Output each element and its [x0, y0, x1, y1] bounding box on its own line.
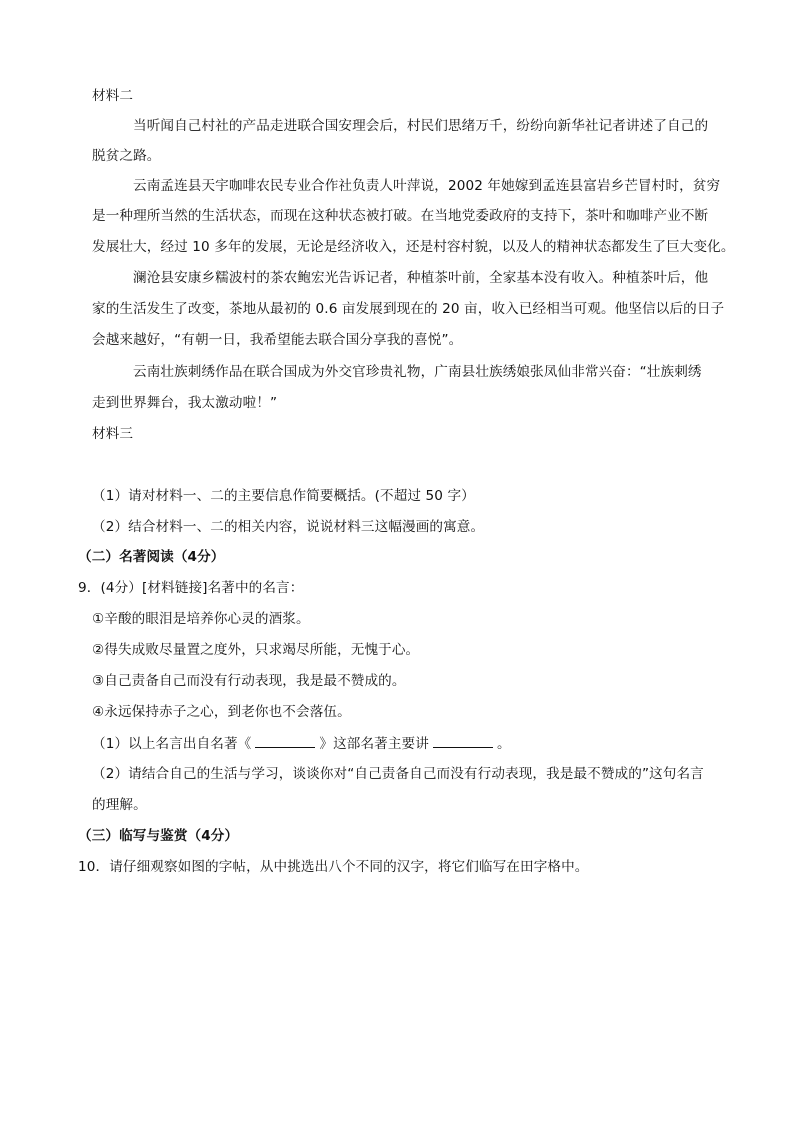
material2-p2-line1: 云南孟连县天宇咖啡农民专业合作社负责人叶萍说，2002 年她嫁到孟连县富岩乡芒冒村时，贫穷 [133, 178, 721, 194]
q9-quote-3: ③自己责备自己而没有行动表现，我是最不赞成的。 [92, 673, 406, 689]
section-title-classics: （二）名著阅读（4分） [78, 549, 225, 565]
q9-subquestion-2-line1: （2）请结合自己的生活与学习，谈谈你对“自己责备自己而没有行动表现，我是最不赞成的”这句名言 [92, 766, 704, 782]
q9-subquestion-1 [92, 733, 511, 754]
q8-subquestion-1: （1）请对材料一、二的主要信息作简要概括。(不超过 50 字） [92, 488, 475, 504]
q9-stem: 9．(4分）[材料链接]名著中的名言： [78, 580, 304, 596]
section-title-calligraphy: （三）临写与鉴赏（4分） [78, 828, 239, 844]
material2-p2-line2: 是一种理所当然的生活状态，而现在这种状态被打破。在当地党委政府的支持下，茶叶和咖啡产业不断 [92, 208, 709, 224]
q10-stem: 10．请仔细观察如图的字帖，从中挑选出八个不同的汉字，将它们临写在田字格中。 [78, 859, 589, 875]
material2-p1-line2: 脱贫之路。 [92, 148, 161, 164]
q9-quote-4: ④永远保持赤子之心，到老你也不会落伍。 [92, 704, 351, 720]
material2-p2-line3: 发展壮大，经过 10 多年的发展，无论是经济收入，还是村容村貌，以及人的精神状态都发生了巨大变化。 [92, 239, 735, 255]
book-title-blank[interactable] [255, 733, 315, 748]
q8-subquestion-2: （2）结合材料一、二的相关内容，说说材料三这幅漫画的寓意。 [92, 519, 485, 535]
book-content-blank[interactable] [433, 733, 493, 748]
q9-sub1-middle: 》这部名著主要讲 [319, 736, 429, 752]
material2-p4-line2: 走到世界舞台，我太激动啦！” [92, 395, 278, 411]
q9-sub1-suffix: 。 [496, 736, 511, 752]
material2-p3-line2: 家的生活发生了改变，茶地从最初的 0.6 亩发展到现在的 20 亩，收入已经相当可观。他坚信以后的日子 [92, 301, 725, 317]
q9-quote-1: ①辛酸的眼泪是培养你心灵的酒浆。 [92, 611, 310, 627]
material2-heading: 材料二 [92, 88, 134, 104]
material3-heading: 材料三 [92, 426, 134, 442]
material2-p4-line1: 云南壮族刺绣作品在联合国成为外交官珍贵礼物，广南县壮族绣娘张凤仙非常兴奋：“壮族刺绣 [133, 364, 702, 380]
q9-quote-2: ②得失成败尽量置之度外，只求竭尽所能，无愧于心。 [92, 642, 420, 658]
material2-p3-line3: 会越来越好，“有朝一日，我希望能去联合国分享我的喜悦”。 [92, 332, 463, 348]
material2-p3-line1: 澜沧县安康乡糯波村的茶农鲍宏光告诉记者，种植茶叶前，全家基本没有收入。种植茶叶后，他 [133, 270, 709, 286]
q9-subquestion-2-line2: 的理解。 [92, 797, 147, 813]
material2-p1-line1: 当听闻自己村社的产品走进联合国安理会后，村民们思绪万千，纷纷向新华社记者讲述了自己的 [133, 118, 709, 134]
q9-sub1-prefix: （1）以上名言出自名著《 [92, 736, 252, 752]
